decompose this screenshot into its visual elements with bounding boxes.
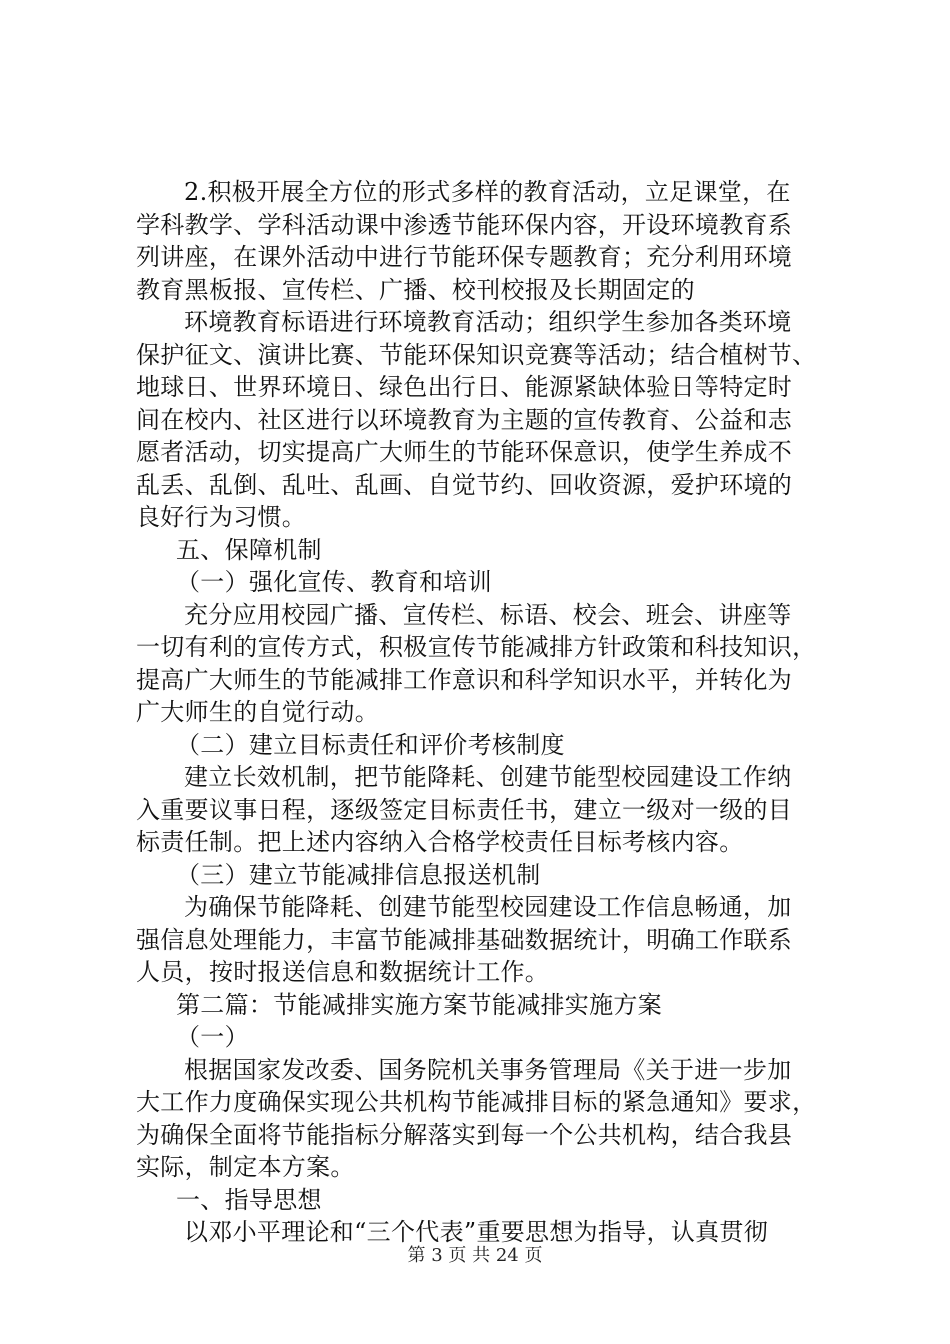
text-line: 间在校内、社区进行以环境教育为主题的宣传教育、公益和志 xyxy=(136,405,793,434)
text-line: 提高广大师生的节能减排工作意识和科学知识水平，并转化为 xyxy=(136,665,793,694)
text-line: 一切有利的宣传方式，积极宣传节能减排方针政策和科技知识， xyxy=(136,633,817,661)
text-line: 愿者活动，切实提高广大师生的节能环保意识，使学生养成不 xyxy=(136,438,793,466)
text-line: 根据国家发改委、国务院机关事务管理局《关于进一步加 xyxy=(184,1055,792,1084)
text-line: 标责任制。把上述内容纳入合格学校责任目标考核内容。 xyxy=(136,828,744,856)
text-line: （二）建立目标责任和评价考核制度 xyxy=(176,730,565,759)
text-line: 大工作力度确保实现公共机构节能减排目标的紧急通知》要求， xyxy=(136,1088,817,1116)
text-line: 第二篇：节能减排实施方案节能减排实施方案 xyxy=(176,990,662,1019)
text-line: 教育黑板报、宣传栏、广播、校刊校报及长期固定的 xyxy=(136,275,695,304)
text-line: （三）建立节能减排信息报送机制 xyxy=(176,860,541,889)
text-line: 保护征文、演讲比赛、节能环保知识竞赛等活动；结合植树节、 xyxy=(136,340,817,369)
text-line: 入重要议事日程，逐级签定目标责任书，建立一级对一级的目 xyxy=(136,795,793,824)
text-line: 乱丢、乱倒、乱吐、乱画、自觉节约、回收资源，爱护环境的 xyxy=(136,470,793,499)
text-line: 良好行为习惯。 xyxy=(136,503,307,531)
text-line: 环境教育标语进行环境教育活动；组织学生参加各类环境 xyxy=(184,308,792,336)
text-line: 建立长效机制，把节能降耗、创建节能型校园建设工作纳 xyxy=(184,763,792,791)
text-line: 人员，按时报送信息和数据统计工作。 xyxy=(136,958,550,986)
text-line: 强信息处理能力，丰富节能减排基础数据统计，明确工作联系 xyxy=(136,925,793,954)
text-line: 地球日、世界环境日、绿色出行日、能源紧缺体验日等特定时 xyxy=(136,373,793,401)
text-line: 充分应用校园广播、宣传栏、标语、校会、班会、讲座等 xyxy=(184,600,792,629)
text-line: 广大师生的自觉行动。 xyxy=(136,698,379,726)
text-line: （一）强化宣传、教育和培训 xyxy=(176,568,492,596)
text-line: 一、指导思想 xyxy=(176,1185,322,1214)
text-line: 为确保节能降耗、创建节能型校园建设工作信息畅通，加 xyxy=(184,893,792,921)
text-line: 学科教学、学科活动课中渗透节能环保内容，开设环境教育系 xyxy=(136,210,793,239)
text-line: 2.积极开展全方位的形式多样的教育活动，立足课堂，在 xyxy=(184,178,791,206)
text-line: 五、保障机制 xyxy=(176,535,322,564)
text-line: 列讲座，在课外活动中进行节能环保专题教育；充分利用环境 xyxy=(136,243,793,271)
text-line: 为确保全面将节能指标分解落实到每一个公共机构，结合我县 xyxy=(136,1120,793,1149)
text-line: （一） xyxy=(176,1023,249,1051)
page-footer: 第 3 页 共 24 页 xyxy=(407,1245,543,1266)
text-line: 实际，制定本方案。 xyxy=(136,1153,355,1181)
text-line: 以邓小平理论和“三个代表”重要思想为指导，认真贯彻 xyxy=(184,1218,769,1246)
